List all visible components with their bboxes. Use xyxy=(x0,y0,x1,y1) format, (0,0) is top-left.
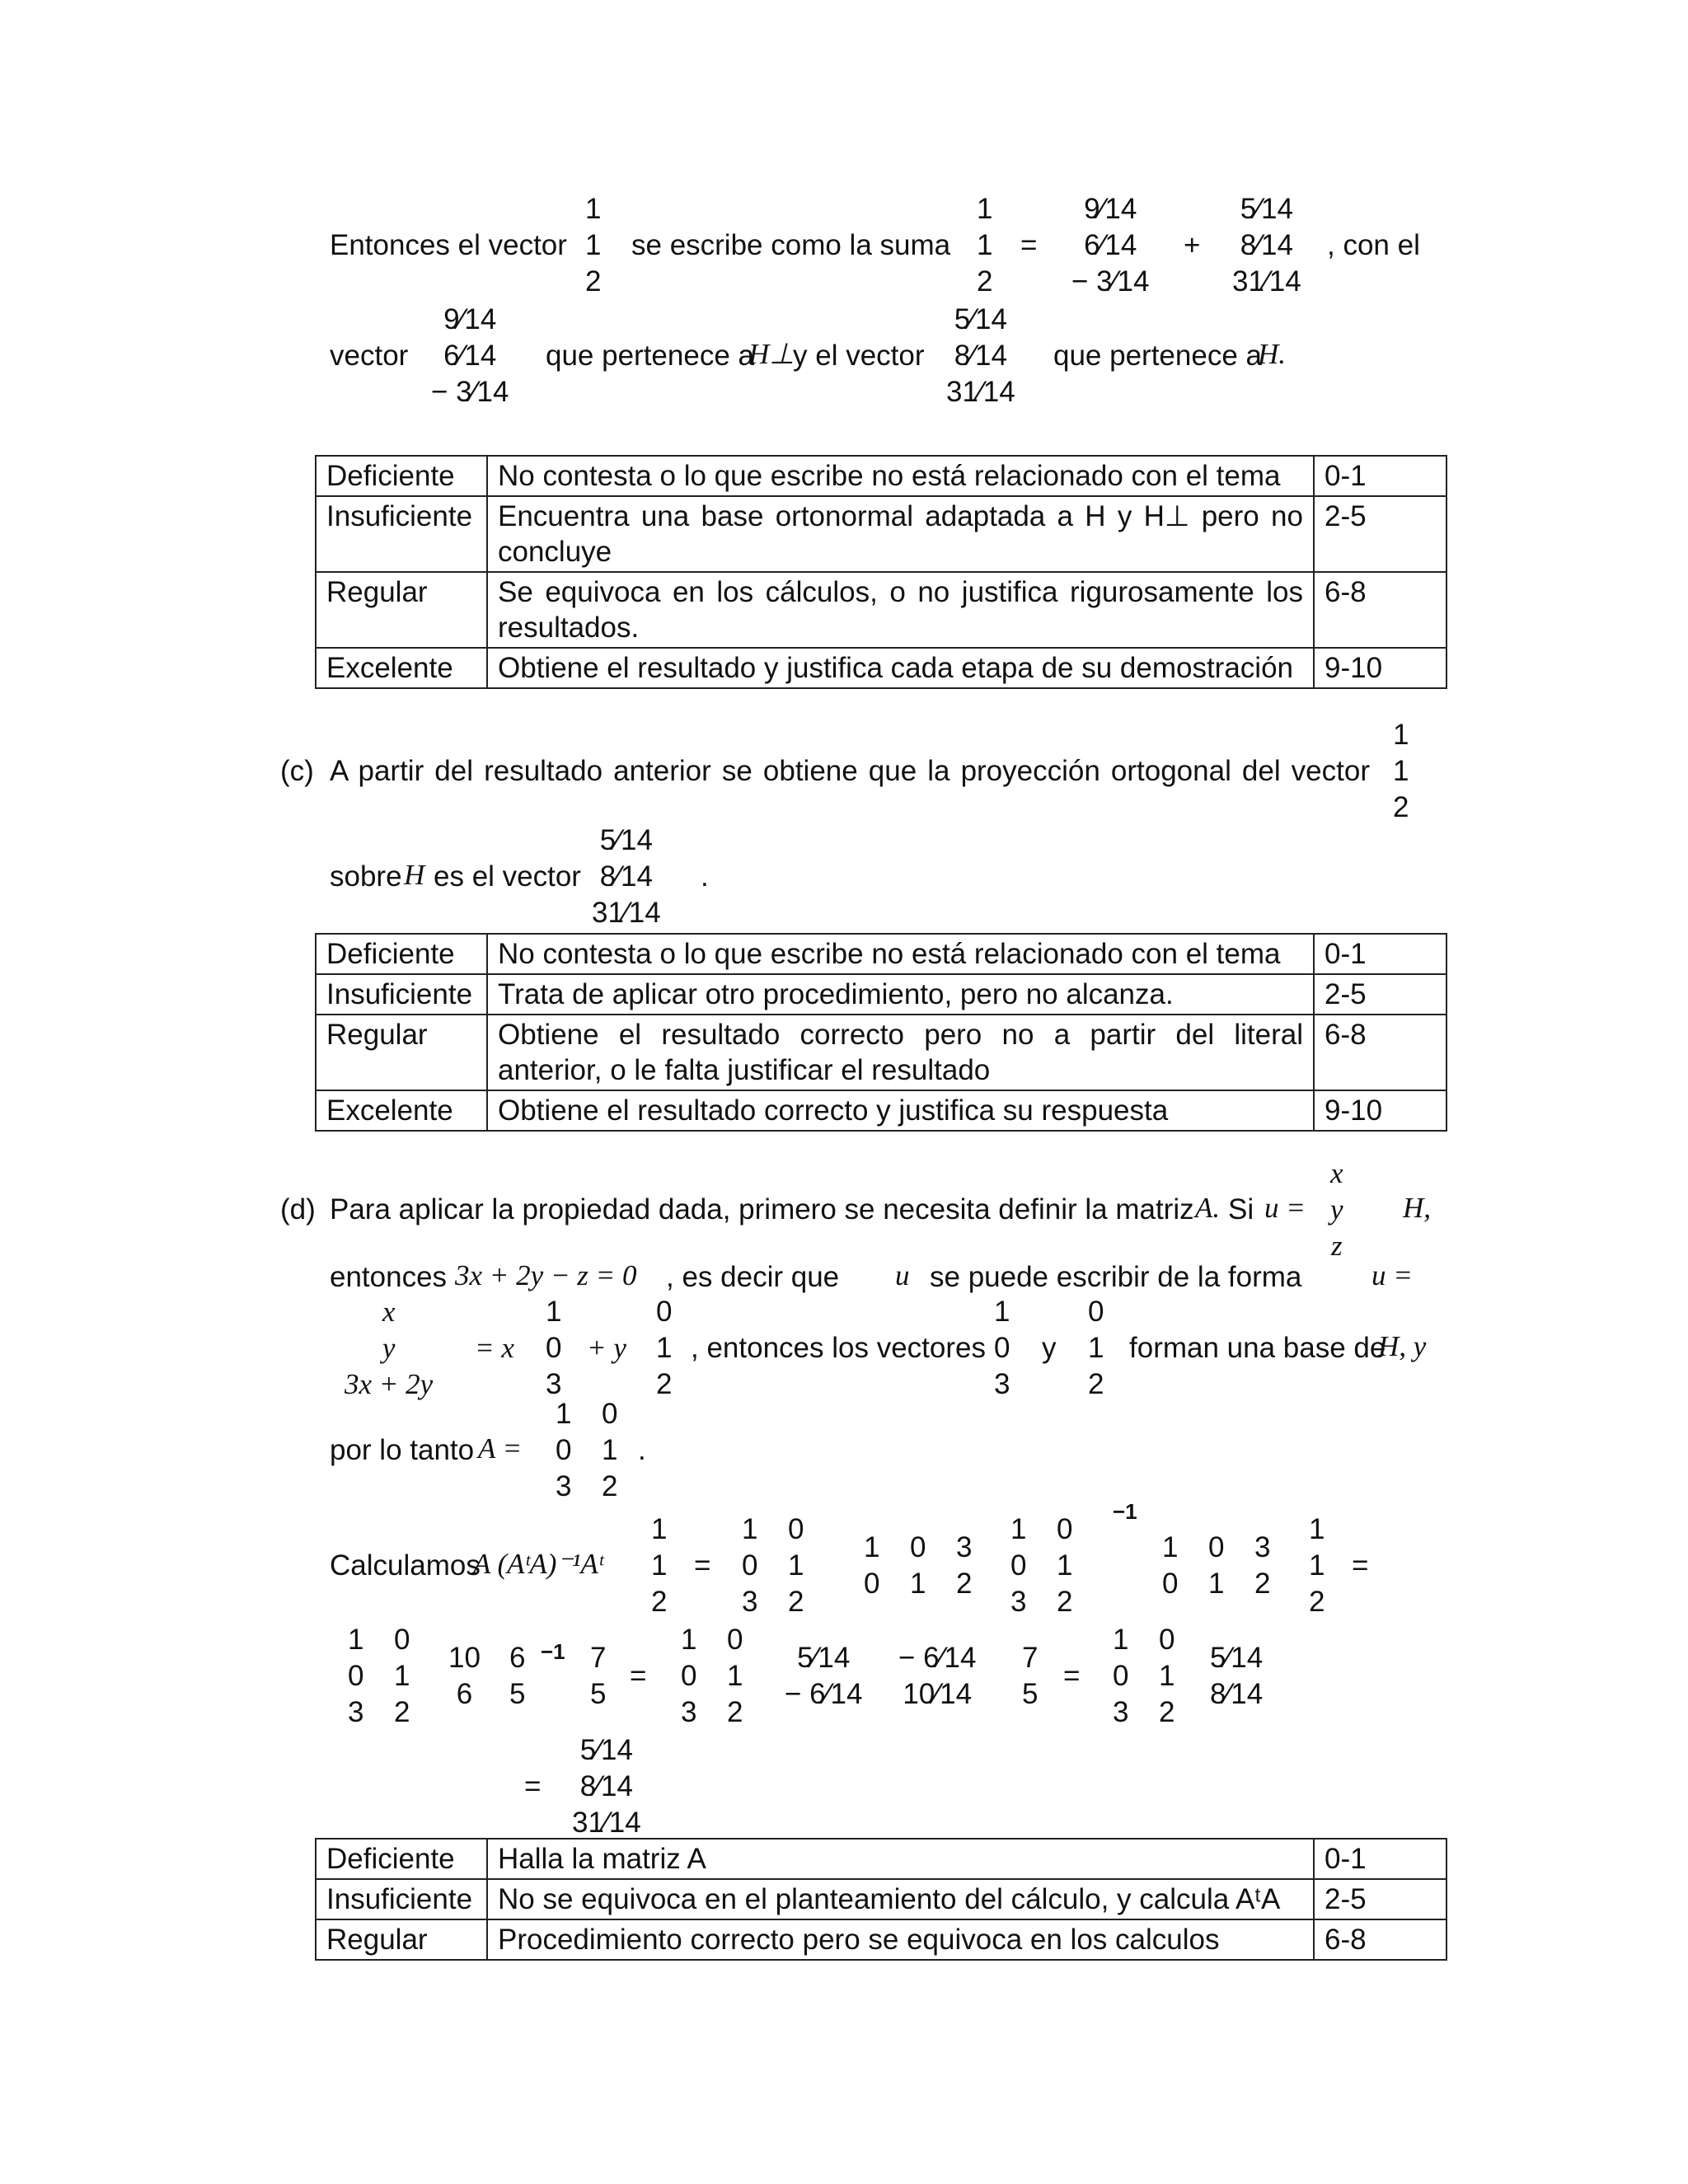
inverse-exponent: −1 xyxy=(541,1639,565,1664)
matrix-a-col1: 1 0 3 xyxy=(348,1624,364,1728)
description: No se equivoca en el planteamiento del cálculo, y calcula AᵗA xyxy=(487,1879,1314,1919)
text: entonces xyxy=(330,1261,448,1293)
text: Para aplicar la propiedad dada, primero se necesita definir la matriz xyxy=(330,1193,1194,1226)
equals: = xyxy=(524,1770,542,1802)
h-symbol: H. xyxy=(1258,338,1287,370)
score: 0-1 xyxy=(1314,456,1447,496)
level: Regular xyxy=(316,1015,487,1090)
level: Regular xyxy=(316,1919,487,1960)
rubric-table-c xyxy=(315,933,1447,1132)
table-row xyxy=(316,648,1447,688)
equals: = xyxy=(1063,1660,1081,1692)
level: Deficiente xyxy=(316,934,487,974)
description: Obtiene el resultado correcto pero no a partir del literal anterior, o le falta justificar el resultado xyxy=(487,1015,1314,1090)
vector-h: 5⁄14 8⁄14 31⁄14 xyxy=(1232,193,1301,298)
vector-coefficients: 5⁄14 8⁄14 xyxy=(1210,1642,1264,1710)
score: 6-8 xyxy=(1314,572,1447,648)
matrix-a-col2: 0 1 2 xyxy=(727,1624,743,1728)
matrix-a-col2: 0 1 2 xyxy=(1057,1513,1073,1618)
score: 6-8 xyxy=(1314,1919,1447,1960)
score: 9-10 xyxy=(1314,648,1447,688)
score: 0-1 xyxy=(1314,1839,1447,1879)
text: es el vector xyxy=(434,860,581,893)
text: , es decir que xyxy=(666,1261,840,1293)
text: Si xyxy=(1228,1193,1254,1226)
matrix-at-col1: 1 0 xyxy=(1162,1531,1179,1600)
vector-v: 1 1 2 xyxy=(651,1513,668,1618)
score: 9-10 xyxy=(1314,1090,1447,1131)
text: , con el xyxy=(1327,229,1420,261)
matrix-a-col2: 0 1 2 xyxy=(602,1398,618,1502)
description: Obtiene el resultado y justifica cada etapa de su demostración xyxy=(487,648,1314,688)
table-row xyxy=(316,456,1447,496)
vector-v: 1 1 2 xyxy=(1393,719,1409,823)
table-row xyxy=(316,572,1447,648)
text: vector xyxy=(330,340,409,372)
table-row xyxy=(316,934,1447,974)
score: 0-1 xyxy=(1314,934,1447,974)
level: Insuficiente xyxy=(316,496,487,572)
vector-u: x y z xyxy=(1330,1157,1343,1262)
text: Calculamos xyxy=(330,1549,481,1582)
vector-e1: 1 0 3 xyxy=(994,1296,1010,1400)
description: No contesta o lo que escribe no está relacionado con el tema xyxy=(487,934,1314,974)
matrix-at-col3: 3 2 xyxy=(1254,1531,1271,1600)
vector-perp: 9⁄14 6⁄14 − 3⁄14 xyxy=(1071,193,1150,298)
vector-e1: 1 0 3 xyxy=(546,1296,562,1400)
description: Obtiene el resultado correcto y justifica su respuesta xyxy=(487,1090,1314,1131)
item-label: (d) xyxy=(280,1193,316,1226)
level: Deficiente xyxy=(316,456,487,496)
u-symbol: u = xyxy=(1372,1259,1413,1291)
table-row xyxy=(316,1015,1447,1090)
equals: = xyxy=(630,1660,647,1692)
matrix-a-col2: 0 1 2 xyxy=(394,1624,410,1728)
vector-v: 1 1 2 xyxy=(585,193,602,298)
text: y xyxy=(1042,1332,1057,1364)
vector-h: 5⁄14 8⁄14 31⁄14 xyxy=(946,303,1015,408)
inverse-exponent: −1 xyxy=(1113,1499,1137,1524)
matrix-a-col1: 1 0 3 xyxy=(681,1624,697,1728)
plus: + xyxy=(1184,229,1201,261)
matrix-ata-col1: 10 6 xyxy=(448,1642,481,1710)
score: 2-5 xyxy=(1314,496,1447,572)
level: Excelente xyxy=(316,1090,487,1131)
table-row xyxy=(316,974,1447,1015)
description: No contesta o lo que escribe no está relacionado con el tema xyxy=(487,456,1314,496)
matrix-a-col1: 1 0 3 xyxy=(1113,1624,1129,1728)
equals: = xyxy=(694,1549,711,1582)
text: forman una base de xyxy=(1129,1332,1386,1364)
vector-u-expanded: x y 3x + 2y xyxy=(345,1296,434,1400)
text: que pertenece a xyxy=(546,340,754,372)
text: se escribe como la suma xyxy=(631,229,951,261)
text: se puede escribir de la forma xyxy=(930,1261,1302,1293)
matrix-at-col1: 1 0 xyxy=(864,1531,880,1600)
equals-x: = x xyxy=(475,1332,514,1364)
matrix-at-col3: 3 2 xyxy=(956,1531,973,1600)
text: A partir del resultado anterior se obtiene que la proyección ortogonal del vector xyxy=(330,755,1370,787)
matrix-at-col2: 0 1 xyxy=(910,1531,926,1600)
matrix-at-col2: 0 1 xyxy=(1208,1531,1225,1600)
vector-e2: 0 1 2 xyxy=(656,1296,673,1400)
vector-result: 5⁄14 8⁄14 31⁄14 xyxy=(572,1734,641,1839)
matrix-inverse-col2: − 6⁄14 10⁄14 xyxy=(898,1642,977,1710)
matrix-a-col2: 0 1 2 xyxy=(1159,1624,1175,1728)
u-symbol: u = xyxy=(1264,1192,1306,1224)
vector-h: 5⁄14 8⁄14 31⁄14 xyxy=(592,824,661,929)
text: Entonces el vector xyxy=(330,229,567,261)
table-row xyxy=(316,1090,1447,1131)
score: 6-8 xyxy=(1314,1015,1447,1090)
vector-v: 1 1 2 xyxy=(1309,1513,1325,1618)
h-perp: H⊥ xyxy=(748,338,795,370)
level: Insuficiente xyxy=(316,974,487,1015)
item-label: (c) xyxy=(280,755,314,787)
rubric-table-b xyxy=(315,455,1447,689)
plane-equation: 3x + 2y − z = 0 xyxy=(455,1259,637,1291)
equals: = xyxy=(1352,1549,1369,1582)
h-symbol: H xyxy=(404,859,425,891)
description: Trata de aplicar otro procedimiento, pero no alcanza. xyxy=(487,974,1314,1015)
projection-expression: A (AᵗA)⁻¹Aᵗ xyxy=(473,1548,603,1580)
score: 2-5 xyxy=(1314,974,1447,1015)
table-row xyxy=(316,1919,1447,1960)
vector-atv: 7 5 xyxy=(1022,1642,1039,1710)
matrix-a-col1: 1 0 3 xyxy=(1010,1513,1027,1618)
matrix-a-col1: 1 0 3 xyxy=(556,1398,572,1502)
h-symbol: H, y xyxy=(1378,1330,1427,1362)
table-row xyxy=(316,496,1447,572)
matrix-a-col1: 1 0 3 xyxy=(742,1513,758,1618)
period: . xyxy=(701,860,709,893)
vector-atv: 7 5 xyxy=(590,1642,607,1710)
level: Excelente xyxy=(316,648,487,688)
plus-y: + y xyxy=(587,1332,626,1364)
score: 2-5 xyxy=(1314,1879,1447,1919)
level: Regular xyxy=(316,572,487,648)
period: . xyxy=(638,1434,646,1466)
matrix-a-col2: 0 1 2 xyxy=(788,1513,804,1618)
table-row xyxy=(316,1879,1447,1919)
vector-e2: 0 1 2 xyxy=(1088,1296,1104,1400)
matrix-inverse-col1: 5⁄14 − 6⁄14 xyxy=(785,1642,863,1710)
description: Halla la matriz A xyxy=(487,1839,1314,1879)
matrix-ata-col2: 6 5 xyxy=(509,1642,526,1710)
description: Procedimiento correcto pero se equivoca en los calculos xyxy=(487,1919,1314,1960)
level: Deficiente xyxy=(316,1839,487,1879)
description: Se equivoca en los cálculos, o no justifica rigurosamente los resultados. xyxy=(487,572,1314,648)
text: , entonces los vectores xyxy=(691,1332,986,1364)
h-symbol: H, xyxy=(1403,1192,1432,1224)
u-symbol: u xyxy=(895,1259,910,1291)
description: Encuentra una base ortonormal adaptada a H y H⊥ pero no concluye xyxy=(487,496,1314,572)
equals: = xyxy=(1020,229,1038,261)
a-symbol: A = xyxy=(478,1432,523,1465)
level: Insuficiente xyxy=(316,1879,487,1919)
table-row xyxy=(316,1839,1447,1879)
vector-v: 1 1 2 xyxy=(977,193,993,298)
text: sobre xyxy=(330,860,402,893)
rubric-table-d xyxy=(315,1838,1447,1961)
text: y el vector xyxy=(793,340,925,372)
text: por lo tanto xyxy=(330,1434,475,1466)
a-symbol: A. xyxy=(1195,1192,1221,1224)
text: que pertenece a xyxy=(1053,340,1262,372)
vector-perp: 9⁄14 6⁄14 − 3⁄14 xyxy=(431,303,509,408)
